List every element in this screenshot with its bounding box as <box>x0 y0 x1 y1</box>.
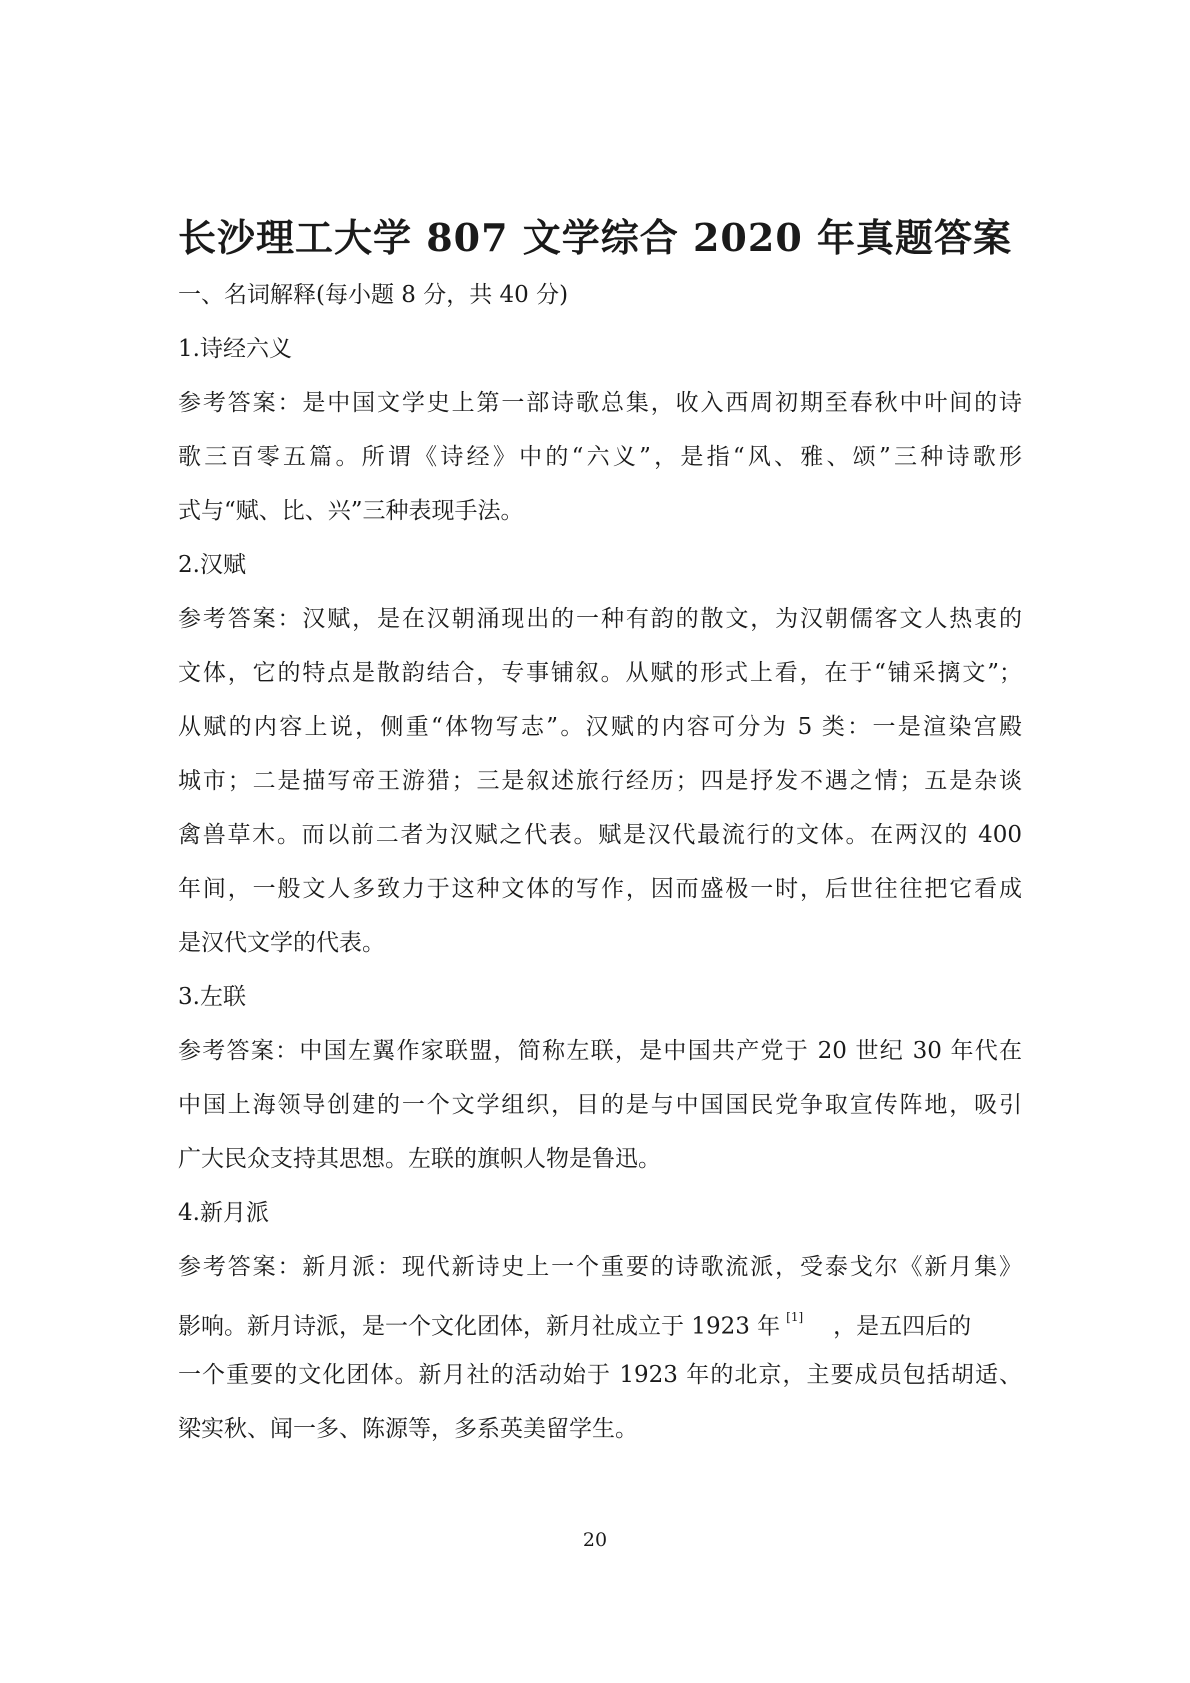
answer-line: 是汉代文学的代表。 <box>178 930 385 956</box>
page-number: 20 <box>582 1529 608 1551</box>
section-heading: 一、名词解释(每小题 8 分，共 40 分) <box>178 282 569 308</box>
answer-line: 梁实秋、闻一多、陈源等，多系英美留学生。 <box>178 1416 638 1442</box>
answer-line: 一个重要的文化团体。新月社的活动始于 1923 年的北京，主要成员包括胡适、 <box>178 1362 1022 1388</box>
answer-line: 城市；二是描写帝王游猎；三是叙述旅行经历；四是抒发不遇之情；五是杂谈 <box>178 768 1022 794</box>
answer-line: 文体，它的特点是散韵结合，专事铺叙。从赋的形式上看，在于“铺采摛文”； <box>178 660 1022 686</box>
answer-line: 年间，一般文人多致力于这种文体的写作，因而盛极一时，后世往往把它看成 <box>178 876 1022 902</box>
answer-line: 参考答案：中国左翼作家联盟，简称左联，是中国共产党于 20 世纪 30 年代在 <box>178 1038 1022 1064</box>
answer-line-text: 影响。新月诗派，是一个文化团体，新月社成立于 1923 年 <box>178 1313 781 1340</box>
answer-line: 广大民众支持其思想。左联的旗帜人物是鲁迅。 <box>178 1146 661 1172</box>
answer-line: 参考答案：汉赋，是在汉朝涌现出的一种有韵的散文，为汉朝儒客文人热衷的 <box>178 606 1022 632</box>
document-body <box>178 268 1022 1456</box>
answer-line: 从赋的内容上说，侧重“体物写志”。汉赋的内容可分为 5 类：一是渲染宫殿 <box>178 714 1022 740</box>
item-heading: 1.诗经六义 <box>178 336 292 362</box>
answer-line: 参考答案：是中国文学史上第一部诗歌总集，收入西周初期至春秋中叶间的诗 <box>178 390 1022 416</box>
answer-line: 式与“赋、比、兴”三种表现手法。 <box>178 498 524 524</box>
document-title: 长沙理工大学 807 文学综合 2020 年真题答案 <box>177 215 1012 260</box>
answer-line: 禽兽草木。而以前二者为汉赋之代表。赋是汉代最流行的文体。在两汉的 400 <box>178 822 1022 848</box>
item-heading: 2.汉赋 <box>178 552 246 578</box>
item-heading: 3.左联 <box>178 984 246 1010</box>
answer-line: 参考答案：新月派：现代新诗史上一个重要的诗歌流派，受泰戈尔《新月集》 <box>178 1254 1022 1280</box>
answer-line-continuation: ，是五四后的 <box>833 1313 972 1340</box>
answer-line-with-footnote <box>178 1294 1022 1348</box>
answer-line: 歌三百零五篇。所谓《诗经》中的“六义”，是指“风、雅、颂”三种诗歌形 <box>178 444 1022 470</box>
answer-line: 中国上海领导创建的一个文学组织，目的是与中国国民党争取宣传阵地，吸引 <box>178 1092 1022 1118</box>
item-heading: 4.新月派 <box>178 1200 269 1226</box>
footnote-marker[interactable]: [1] <box>786 1310 804 1324</box>
